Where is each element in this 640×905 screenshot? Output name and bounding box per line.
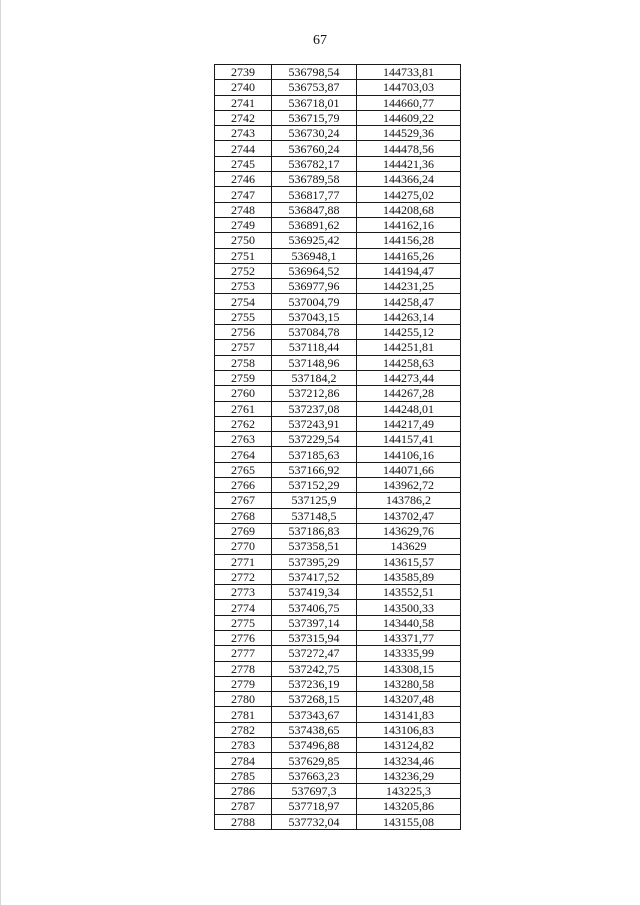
table-row — [215, 707, 461, 722]
y-coordinate-cell: 144421,36 — [357, 156, 461, 171]
table-row — [215, 202, 461, 217]
x-coordinate-cell: 537268,15 — [272, 692, 357, 707]
x-coordinate-cell: 537148,5 — [272, 508, 357, 523]
table-row — [215, 110, 461, 125]
x-coordinate-cell: 537148,96 — [272, 355, 357, 370]
x-coordinate-cell: 537242,75 — [272, 661, 357, 676]
x-coordinate-cell: 536891,62 — [272, 217, 357, 232]
point-number-cell: 2766 — [215, 478, 272, 493]
y-coordinate-cell: 144258,63 — [357, 355, 461, 370]
x-coordinate-cell: 536817,77 — [272, 187, 357, 202]
table-row — [215, 279, 461, 294]
point-number-cell: 2741 — [215, 95, 272, 110]
y-coordinate-cell: 144071,66 — [357, 462, 461, 477]
table-row — [215, 539, 461, 554]
y-coordinate-cell: 144275,02 — [357, 187, 461, 202]
point-number-cell: 2747 — [215, 187, 272, 202]
x-coordinate-cell: 537237,08 — [272, 401, 357, 416]
point-number-cell: 2770 — [215, 539, 272, 554]
table-row — [215, 172, 461, 187]
y-coordinate-cell: 144162,16 — [357, 217, 461, 232]
y-coordinate-cell: 143124,82 — [357, 738, 461, 753]
y-coordinate-cell: 143106,83 — [357, 722, 461, 737]
x-coordinate-cell: 537118,44 — [272, 340, 357, 355]
table-row — [215, 263, 461, 278]
point-number-cell: 2752 — [215, 263, 272, 278]
x-coordinate-cell: 537125,9 — [272, 493, 357, 508]
x-coordinate-cell: 536715,79 — [272, 110, 357, 125]
x-coordinate-cell: 537272,47 — [272, 646, 357, 661]
point-number-cell: 2749 — [215, 217, 272, 232]
table-row — [215, 325, 461, 340]
point-number-cell: 2759 — [215, 370, 272, 385]
point-number-cell: 2771 — [215, 554, 272, 569]
point-number-cell: 2774 — [215, 600, 272, 615]
page-edge-line — [0, 0, 1, 905]
table-row — [215, 676, 461, 691]
x-coordinate-cell: 536977,96 — [272, 279, 357, 294]
table-row — [215, 401, 461, 416]
x-coordinate-cell: 537186,83 — [272, 523, 357, 538]
x-coordinate-cell: 537343,67 — [272, 707, 357, 722]
point-number-cell: 2748 — [215, 202, 272, 217]
x-coordinate-cell: 537185,63 — [272, 447, 357, 462]
x-coordinate-cell: 537397,14 — [272, 615, 357, 630]
y-coordinate-cell: 144529,36 — [357, 126, 461, 141]
y-coordinate-cell: 143629,76 — [357, 523, 461, 538]
table-row — [215, 248, 461, 263]
point-number-cell: 2782 — [215, 722, 272, 737]
x-coordinate-cell: 537417,52 — [272, 569, 357, 584]
point-number-cell: 2777 — [215, 646, 272, 661]
x-coordinate-cell: 536948,1 — [272, 248, 357, 263]
y-coordinate-cell: 143205,86 — [357, 799, 461, 814]
y-coordinate-cell: 143440,58 — [357, 615, 461, 630]
y-coordinate-cell: 144231,25 — [357, 279, 461, 294]
table-row — [215, 630, 461, 645]
table-row — [215, 447, 461, 462]
point-number-cell: 2788 — [215, 814, 272, 829]
y-coordinate-cell: 144217,49 — [357, 416, 461, 431]
table-row — [215, 569, 461, 584]
point-number-cell: 2785 — [215, 768, 272, 783]
x-coordinate-cell: 537212,86 — [272, 386, 357, 401]
y-coordinate-cell: 144251,81 — [357, 340, 461, 355]
x-coordinate-cell: 537732,04 — [272, 814, 357, 829]
table-row — [215, 585, 461, 600]
point-number-cell: 2743 — [215, 126, 272, 141]
table-row — [215, 508, 461, 523]
x-coordinate-cell: 536847,88 — [272, 202, 357, 217]
x-coordinate-cell: 537406,75 — [272, 600, 357, 615]
coordinates-table — [214, 64, 461, 830]
table-row — [215, 386, 461, 401]
x-coordinate-cell: 537084,78 — [272, 325, 357, 340]
y-coordinate-cell: 143552,51 — [357, 585, 461, 600]
x-coordinate-cell: 537419,34 — [272, 585, 357, 600]
point-number-cell: 2763 — [215, 432, 272, 447]
y-coordinate-cell: 144703,03 — [357, 80, 461, 95]
x-coordinate-cell: 537004,79 — [272, 294, 357, 309]
table-row — [215, 370, 461, 385]
table-row — [215, 799, 461, 814]
table-row — [215, 814, 461, 829]
table-row — [215, 462, 461, 477]
y-coordinate-cell: 143500,33 — [357, 600, 461, 615]
y-coordinate-cell: 143615,57 — [357, 554, 461, 569]
y-coordinate-cell: 144273,44 — [357, 370, 461, 385]
page-number: 67 — [313, 33, 327, 48]
point-number-cell: 2758 — [215, 355, 272, 370]
x-coordinate-cell: 537358,51 — [272, 539, 357, 554]
x-coordinate-cell: 537236,19 — [272, 676, 357, 691]
y-coordinate-cell: 143236,29 — [357, 768, 461, 783]
table-row — [215, 661, 461, 676]
table-row — [215, 783, 461, 798]
point-number-cell: 2751 — [215, 248, 272, 263]
point-number-cell: 2756 — [215, 325, 272, 340]
y-coordinate-cell: 144248,01 — [357, 401, 461, 416]
x-coordinate-cell: 536718,01 — [272, 95, 357, 110]
table-row — [215, 355, 461, 370]
table-row — [215, 600, 461, 615]
point-number-cell: 2762 — [215, 416, 272, 431]
point-number-cell: 2739 — [215, 65, 272, 80]
point-number-cell: 2742 — [215, 110, 272, 125]
point-number-cell: 2746 — [215, 172, 272, 187]
table-row — [215, 65, 461, 80]
table-row — [215, 554, 461, 569]
point-number-cell: 2761 — [215, 401, 272, 416]
x-coordinate-cell: 536782,17 — [272, 156, 357, 171]
x-coordinate-cell: 537663,23 — [272, 768, 357, 783]
table-row — [215, 156, 461, 171]
x-coordinate-cell: 536789,58 — [272, 172, 357, 187]
y-coordinate-cell: 144660,77 — [357, 95, 461, 110]
point-number-cell: 2776 — [215, 630, 272, 645]
point-number-cell: 2753 — [215, 279, 272, 294]
x-coordinate-cell: 537718,97 — [272, 799, 357, 814]
table-row — [215, 217, 461, 232]
table-row — [215, 340, 461, 355]
x-coordinate-cell: 537697,3 — [272, 783, 357, 798]
point-number-cell: 2744 — [215, 141, 272, 156]
point-number-cell: 2773 — [215, 585, 272, 600]
point-number-cell: 2772 — [215, 569, 272, 584]
point-number-cell: 2783 — [215, 738, 272, 753]
point-number-cell: 2740 — [215, 80, 272, 95]
table-row — [215, 126, 461, 141]
y-coordinate-cell: 144194,47 — [357, 263, 461, 278]
x-coordinate-cell: 536760,24 — [272, 141, 357, 156]
point-number-cell: 2787 — [215, 799, 272, 814]
x-coordinate-cell: 536753,87 — [272, 80, 357, 95]
y-coordinate-cell: 144165,26 — [357, 248, 461, 263]
y-coordinate-cell: 143371,77 — [357, 630, 461, 645]
point-number-cell: 2769 — [215, 523, 272, 538]
table-row — [215, 738, 461, 753]
point-number-cell: 2767 — [215, 493, 272, 508]
point-number-cell: 2754 — [215, 294, 272, 309]
y-coordinate-cell: 144267,28 — [357, 386, 461, 401]
y-coordinate-cell: 143207,48 — [357, 692, 461, 707]
table-row — [215, 80, 461, 95]
point-number-cell: 2760 — [215, 386, 272, 401]
x-coordinate-cell: 536925,42 — [272, 233, 357, 248]
x-coordinate-cell: 537043,15 — [272, 309, 357, 324]
y-coordinate-cell: 143308,15 — [357, 661, 461, 676]
table-row — [215, 646, 461, 661]
x-coordinate-cell: 537166,92 — [272, 462, 357, 477]
table-row — [215, 187, 461, 202]
point-number-cell: 2764 — [215, 447, 272, 462]
y-coordinate-cell: 143629 — [357, 539, 461, 554]
y-coordinate-cell: 144258,47 — [357, 294, 461, 309]
table-row — [215, 478, 461, 493]
table-row — [215, 615, 461, 630]
y-coordinate-cell: 143962,72 — [357, 478, 461, 493]
point-number-cell: 2779 — [215, 676, 272, 691]
x-coordinate-cell: 537438,65 — [272, 722, 357, 737]
x-coordinate-cell: 537395,29 — [272, 554, 357, 569]
x-coordinate-cell: 536964,52 — [272, 263, 357, 278]
y-coordinate-cell: 144609,22 — [357, 110, 461, 125]
table-row — [215, 141, 461, 156]
y-coordinate-cell: 144208,68 — [357, 202, 461, 217]
point-number-cell: 2784 — [215, 753, 272, 768]
point-number-cell: 2775 — [215, 615, 272, 630]
point-number-cell: 2750 — [215, 233, 272, 248]
table-row — [215, 309, 461, 324]
y-coordinate-cell: 144733,81 — [357, 65, 461, 80]
x-coordinate-cell: 537152,29 — [272, 478, 357, 493]
y-coordinate-cell: 144478,56 — [357, 141, 461, 156]
table-row — [215, 768, 461, 783]
y-coordinate-cell: 144157,41 — [357, 432, 461, 447]
point-number-cell: 2780 — [215, 692, 272, 707]
table-row — [215, 233, 461, 248]
point-number-cell: 2786 — [215, 783, 272, 798]
y-coordinate-cell: 144106,16 — [357, 447, 461, 462]
x-coordinate-cell: 537315,94 — [272, 630, 357, 645]
table-row — [215, 523, 461, 538]
y-coordinate-cell: 143585,89 — [357, 569, 461, 584]
x-coordinate-cell: 537496,88 — [272, 738, 357, 753]
y-coordinate-cell: 143280,58 — [357, 676, 461, 691]
y-coordinate-cell: 143702,47 — [357, 508, 461, 523]
point-number-cell: 2768 — [215, 508, 272, 523]
x-coordinate-cell: 537629,85 — [272, 753, 357, 768]
point-number-cell: 2755 — [215, 309, 272, 324]
point-number-cell: 2781 — [215, 707, 272, 722]
table-row — [215, 432, 461, 447]
y-coordinate-cell: 144366,24 — [357, 172, 461, 187]
point-number-cell: 2757 — [215, 340, 272, 355]
x-coordinate-cell: 536798,54 — [272, 65, 357, 80]
y-coordinate-cell: 144156,28 — [357, 233, 461, 248]
point-number-cell: 2745 — [215, 156, 272, 171]
table-row — [215, 493, 461, 508]
x-coordinate-cell: 537229,54 — [272, 432, 357, 447]
y-coordinate-cell: 143786,2 — [357, 493, 461, 508]
coordinates-table-body — [215, 65, 461, 830]
y-coordinate-cell: 143335,99 — [357, 646, 461, 661]
point-number-cell: 2765 — [215, 462, 272, 477]
y-coordinate-cell: 144255,12 — [357, 325, 461, 340]
x-coordinate-cell: 537184,2 — [272, 370, 357, 385]
table-row — [215, 753, 461, 768]
x-coordinate-cell: 536730,24 — [272, 126, 357, 141]
y-coordinate-cell: 143141,83 — [357, 707, 461, 722]
y-coordinate-cell: 143234,46 — [357, 753, 461, 768]
table-row — [215, 416, 461, 431]
y-coordinate-cell: 143155,08 — [357, 814, 461, 829]
table-row — [215, 692, 461, 707]
x-coordinate-cell: 537243,91 — [272, 416, 357, 431]
table-row — [215, 294, 461, 309]
point-number-cell: 2778 — [215, 661, 272, 676]
table-row — [215, 95, 461, 110]
y-coordinate-cell: 143225,3 — [357, 783, 461, 798]
table-row — [215, 722, 461, 737]
y-coordinate-cell: 144263,14 — [357, 309, 461, 324]
